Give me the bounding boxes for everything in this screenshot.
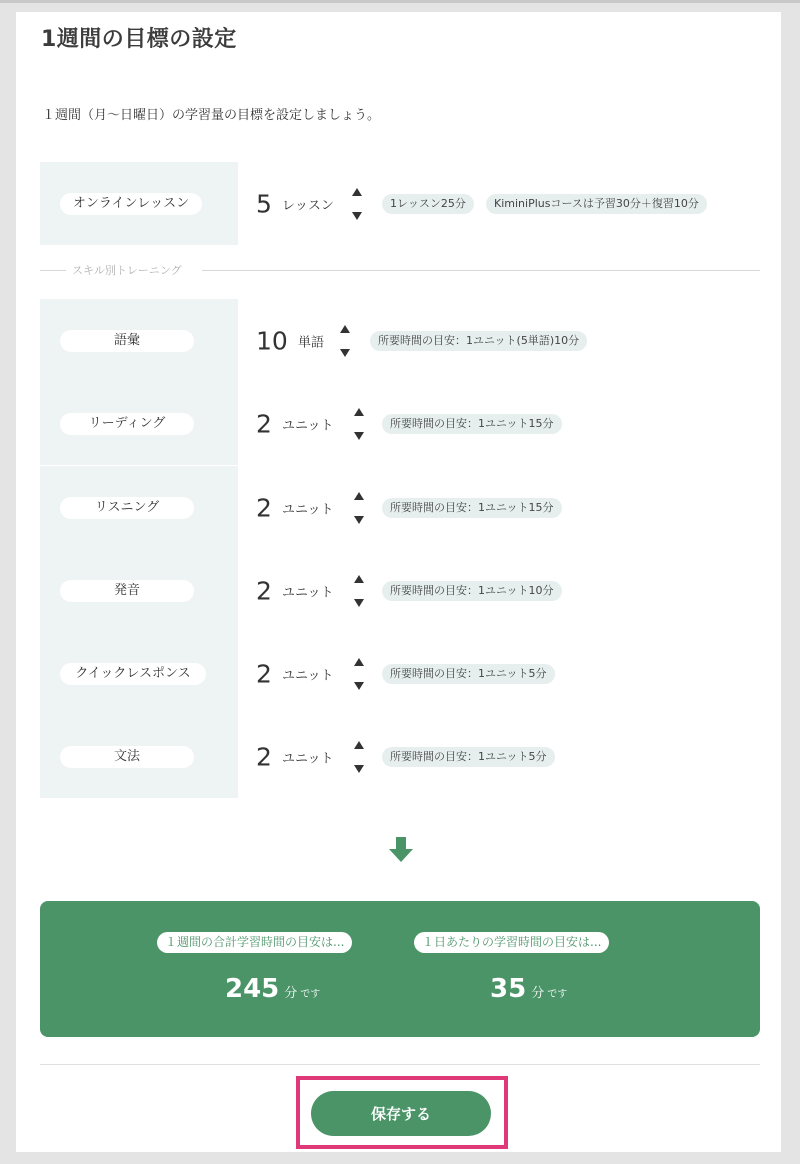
skill-stepper	[338, 323, 352, 359]
skill-label: リーディング	[60, 413, 194, 435]
skill-duration-tag: 所要時間の目安：1ユニット(5単語)10分	[370, 331, 587, 351]
weekly-total-value	[225, 974, 320, 1004]
skill-duration-tag: 所要時間の目安：1ユニット5分	[382, 747, 555, 767]
skill-row-pronunciation	[40, 549, 760, 632]
skill-row-grammar	[40, 715, 760, 798]
skill-unit: ユニット	[282, 418, 334, 433]
skill-label: 語彙	[60, 330, 194, 352]
section-label: スキル別トレーニング	[72, 264, 182, 277]
weekly-total-label: １週間の合計学習時間の目安は...	[157, 932, 352, 953]
daily-total-label: １日あたりの学習時間の目安は...	[414, 932, 609, 953]
lesson-value: 5	[256, 189, 272, 218]
decrement-triangle-down-icon[interactable]	[352, 212, 362, 220]
section-divider	[40, 262, 760, 278]
skill-stepper	[352, 573, 366, 609]
decrement-triangle-down-icon[interactable]	[354, 682, 364, 690]
skill-label-cell	[40, 715, 238, 798]
daily-suffix: です	[547, 989, 568, 1000]
footer-divider	[40, 1064, 760, 1065]
top-border	[0, 0, 800, 3]
lesson-row	[40, 162, 760, 245]
skill-stepper	[352, 656, 366, 692]
increment-triangle-up-icon[interactable]	[354, 658, 364, 666]
daily-unit: 分	[531, 986, 545, 1001]
page-title: 1週間の目標の設定	[41, 27, 237, 52]
summary-box	[40, 901, 760, 1037]
increment-triangle-up-icon[interactable]	[354, 741, 364, 749]
decrement-triangle-down-icon[interactable]	[354, 599, 364, 607]
weekly-minutes: 245	[225, 974, 280, 1004]
decrement-triangle-down-icon[interactable]	[354, 765, 364, 773]
skill-unit: ユニット	[282, 502, 334, 517]
save-button[interactable]: 保存する	[311, 1091, 491, 1136]
skill-value: 2	[256, 576, 272, 605]
lesson-stepper	[350, 186, 364, 222]
increment-triangle-up-icon[interactable]	[354, 492, 364, 500]
skill-stepper	[352, 739, 366, 775]
skill-value: 2	[256, 742, 272, 771]
skill-label: 文法	[60, 746, 194, 768]
divider-line-right	[202, 270, 760, 271]
skill-duration-tag: 所要時間の目安：1ユニット15分	[382, 498, 562, 518]
skill-label-cell	[40, 382, 238, 465]
skill-duration-tag: 所要時間の目安：1ユニット15分	[382, 414, 562, 434]
skill-unit: ユニット	[282, 668, 334, 683]
arrow-head	[389, 849, 413, 862]
decrement-triangle-down-icon[interactable]	[340, 349, 350, 357]
arrow-shaft	[396, 837, 406, 849]
skill-value: 2	[256, 409, 272, 438]
skill-row-vocabulary	[40, 299, 760, 382]
increment-triangle-up-icon[interactable]	[340, 325, 350, 333]
increment-triangle-up-icon[interactable]	[354, 575, 364, 583]
lesson-unit: レッスン	[282, 198, 334, 213]
increment-triangle-up-icon[interactable]	[352, 188, 362, 196]
skill-label-cell	[40, 632, 238, 715]
skill-duration-tag: 所要時間の目安：1ユニット10分	[382, 581, 562, 601]
skill-value: 2	[256, 493, 272, 522]
lesson-label-cell	[40, 162, 238, 245]
decrement-triangle-down-icon[interactable]	[354, 432, 364, 440]
weekly-unit: 分	[284, 986, 298, 1001]
increment-triangle-up-icon[interactable]	[354, 408, 364, 416]
skill-value: 10	[256, 326, 288, 355]
skill-label: リスニング	[60, 497, 194, 519]
skill-row-listening	[40, 466, 760, 549]
page-description: １週間（月〜日曜日）の学習量の目標を設定しましょう。	[42, 108, 381, 123]
daily-minutes: 35	[490, 974, 527, 1004]
skill-stepper	[352, 490, 366, 526]
arrow-down-icon	[389, 837, 413, 863]
skill-label-cell	[40, 299, 238, 382]
divider-line-left	[40, 270, 66, 271]
skill-duration-tag: 所要時間の目安：1ユニット5分	[382, 664, 555, 684]
skill-unit: ユニット	[282, 585, 334, 600]
decrement-triangle-down-icon[interactable]	[354, 516, 364, 524]
skill-unit: 単語	[298, 335, 325, 350]
lesson-duration-tag: 1レッスン25分	[382, 194, 474, 214]
skill-row-quick-response	[40, 632, 760, 715]
daily-total-value	[490, 974, 567, 1004]
skill-label: クイックレスポンス	[60, 663, 206, 685]
skill-row-reading	[40, 382, 760, 465]
skill-value: 2	[256, 659, 272, 688]
skill-stepper	[352, 406, 366, 442]
skill-unit: ユニット	[282, 751, 334, 766]
kiminiplus-tag: KiminiPlusコースは予習30分＋復習10分	[486, 194, 707, 214]
skill-label-cell	[40, 549, 238, 632]
skill-label: 発音	[60, 580, 194, 602]
goal-settings-panel	[16, 12, 781, 1152]
weekly-suffix: です	[300, 989, 321, 1000]
lesson-label: オンラインレッスン	[60, 193, 202, 215]
skill-label-cell	[40, 466, 238, 549]
